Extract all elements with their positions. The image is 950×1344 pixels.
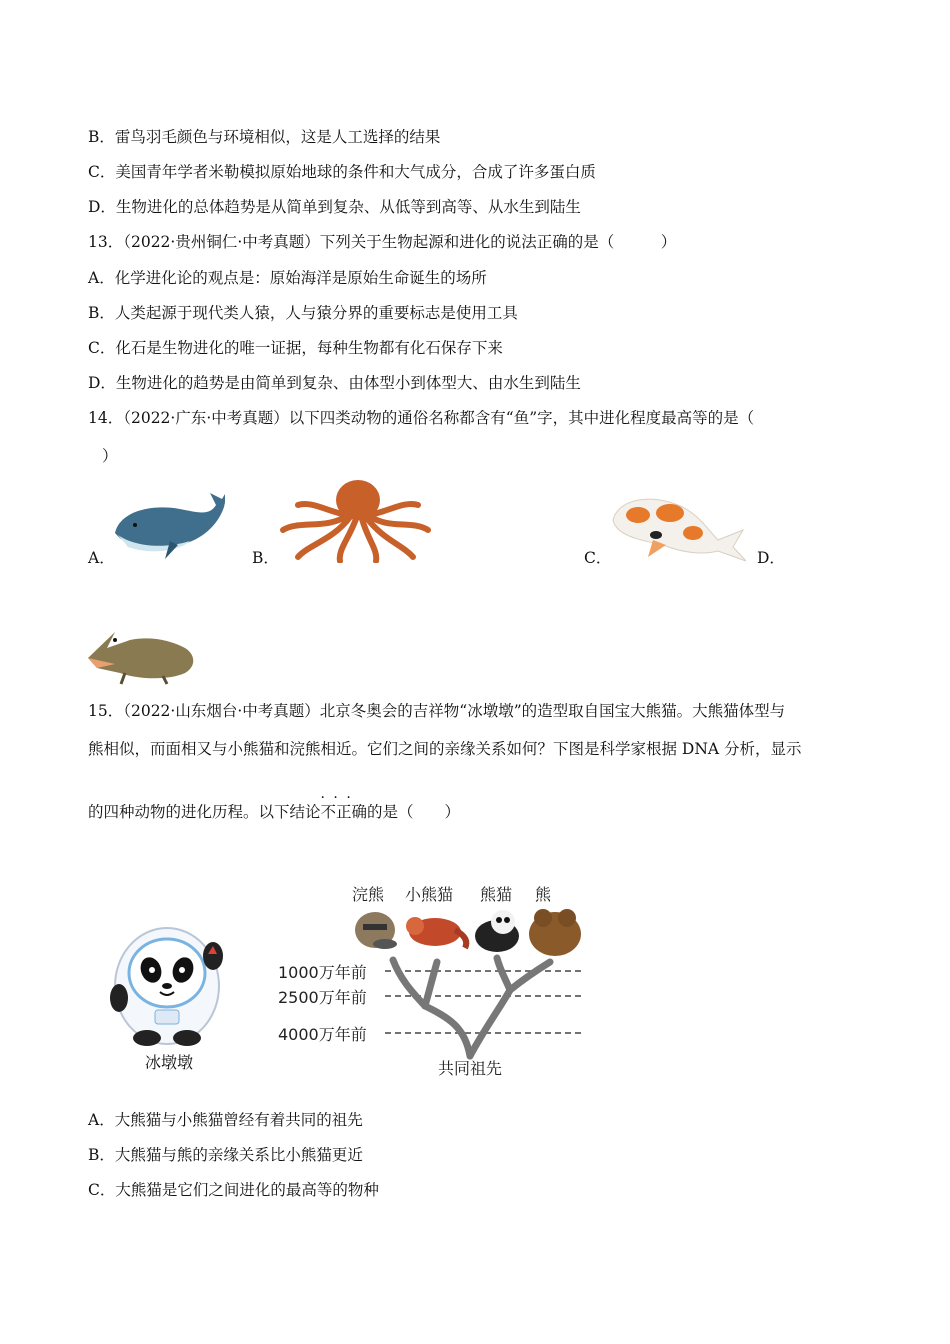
raccoon-image <box>355 912 397 949</box>
q13-option-b: B．人类起源于现代类人猿，人与猿分界的重要标志是使用工具 <box>88 304 518 322</box>
panda-image <box>475 910 519 952</box>
q15-stem-1: 15．（2022·山东烟台·中考真题）北京冬奥会的吉祥物“冰墩墩”的造型取自国宝大熊猫。大熊猫体型与 <box>88 702 786 720</box>
animal-label-panda: 熊猫 <box>480 885 513 904</box>
q12-option-b: B．雷鸟羽毛颜色与环境相似，这是人工选择的结果 <box>88 128 441 146</box>
animal-label-raccoon: 浣熊 <box>352 885 385 904</box>
animal-label-bear: 熊 <box>535 885 552 904</box>
crocodile-image <box>85 618 200 686</box>
mascot-caption: 冰墩墩 <box>145 1053 194 1072</box>
bear-image <box>529 909 581 956</box>
q14-label-b: B． <box>252 549 279 567</box>
q14-stem-end: ） <box>102 447 118 465</box>
q15-emphasis: · · · 不正确 <box>321 803 368 821</box>
time-label-1000: 1000万年前 <box>278 963 367 982</box>
q15-option-c: C．大熊猫是它们之间进化的最高等的物种 <box>88 1181 379 1199</box>
time-label-2500: 2500万年前 <box>278 988 367 1007</box>
q12-option-c: C．美国青年学者米勒模拟原始地球的条件和大气成分，合成了许多蛋白质 <box>88 163 596 181</box>
evolution-tree <box>393 958 550 1056</box>
q15-stem-3-pre: 的四种动物的进化历程。以下结论 <box>88 803 321 821</box>
q15-option-b: B．大熊猫与熊的亲缘关系比小熊猫更近 <box>88 1146 363 1164</box>
q14-stem: 14．（2022·广东·中考真题）以下四类动物的通俗名称都含有“鱼”字，其中进化程度最高等的是（ <box>88 409 755 427</box>
q13-option-c: C．化石是生物进化的唯一证据，每种生物都有化石保存下来 <box>88 339 503 357</box>
q15-option-a: A．大熊猫与小熊猫曾经有着共同的祖先 <box>88 1111 363 1129</box>
q12-option-d: D．生物进化的总体趋势是从简单到复杂、从低等到高等、从水生到陆生 <box>88 198 581 216</box>
animal-label-red-panda: 小熊猫 <box>405 885 454 904</box>
q15-stem-3-post: 的是（ ） <box>367 803 461 821</box>
q14-label-a: A． <box>88 549 115 567</box>
q13-option-a: A．化学进化论的观点是：原始海洋是原始生命诞生的场所 <box>88 269 487 287</box>
q14-label-c: C． <box>584 549 612 567</box>
octopus-image <box>278 475 433 563</box>
q15-stem-3 <box>88 801 460 823</box>
time-label-4000: 4000万年前 <box>278 1025 367 1044</box>
red-panda-image <box>406 917 466 948</box>
ancestor-label: 共同祖先 <box>438 1059 503 1078</box>
q13-stem: 13．（2022·贵州铜仁·中考真题）下列关于生物起源和进化的说法正确的是（ ） <box>88 233 677 251</box>
q13-option-d: D．生物进化的趋势是由简单到复杂、由体型小到体型大、由水生到陆生 <box>88 374 581 392</box>
koi-image <box>608 485 748 563</box>
whale-image <box>110 485 225 563</box>
q15-stem-2: 熊相似，而面相又与小熊猫和浣熊相近。它们之间的亲缘关系如何？下图是科学家根据 DNA 分析，显示 <box>88 740 802 758</box>
q14-label-d: D． <box>757 549 785 567</box>
phylogeny-diagram <box>275 878 590 1083</box>
